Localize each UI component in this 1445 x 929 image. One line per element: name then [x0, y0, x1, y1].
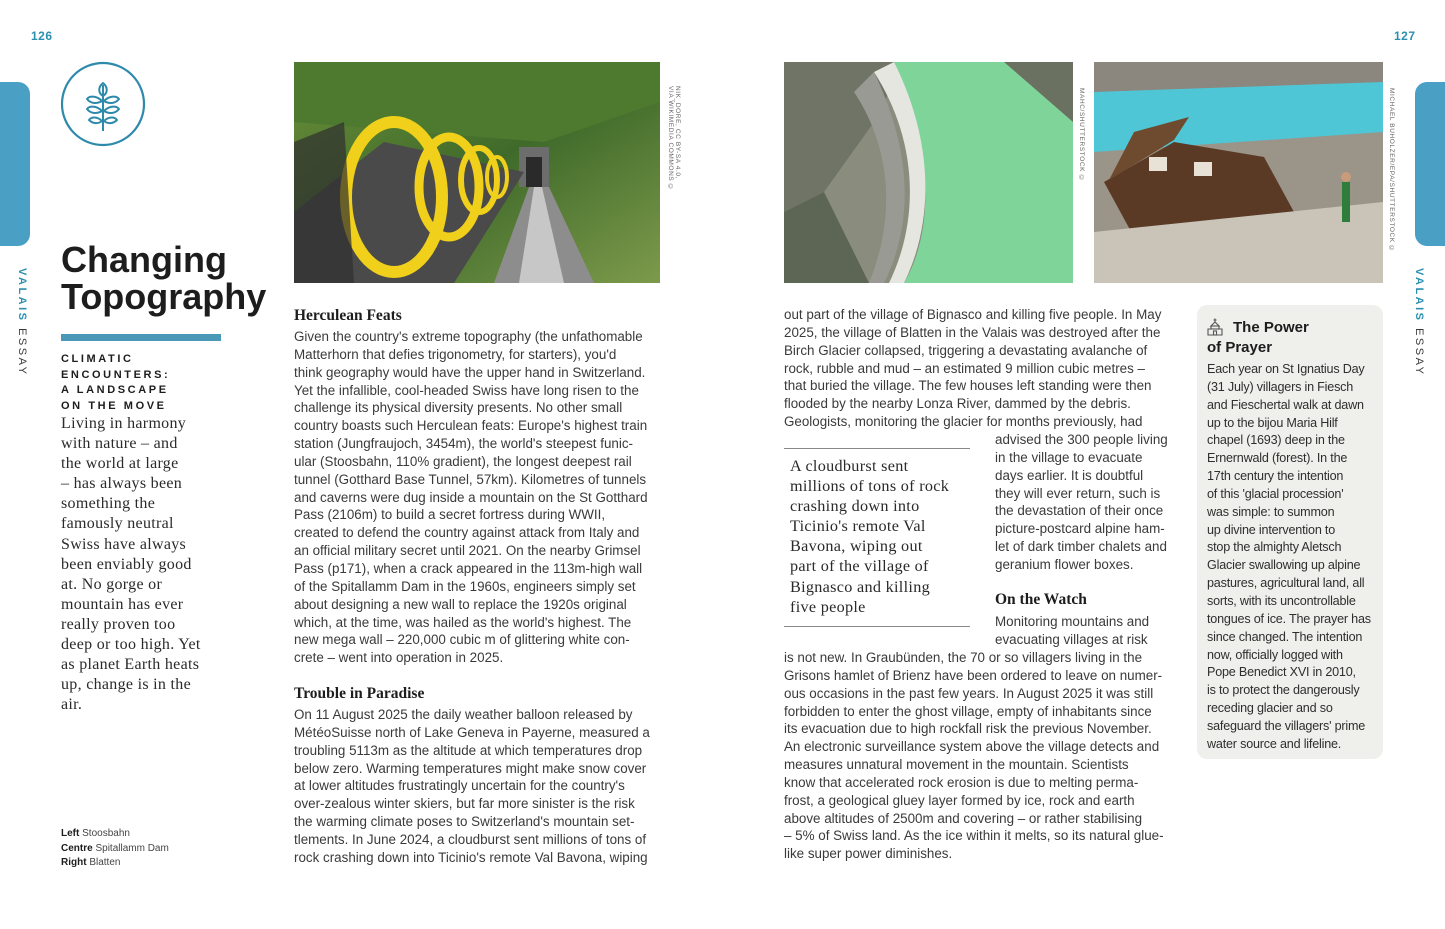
sidebar-title: The Power of Prayer — [1207, 319, 1309, 356]
caption-left: Left Stoosbahn — [61, 828, 130, 839]
leaf-sprig-icon — [60, 61, 146, 147]
section-herculean-feats: Herculean Feats Given the country's extreme topography (the unfathomable Matterhorn that defies trigonometry, for starters), you'd think geography would have the upper hand in Switzerland. Yet the infallible, cool-headed Swiss have long risen to the challenge its physical diversity presents. No other small country boasts such Herculean feats: Europe's highest train station (Jungfraujoch, 3454m), the world's steepest funic- ular (Stoosbahn, 110% gradient), the longest deepest rail tunnel (Gotthard Base Tunnel, 57km). Kilometres of tunnels and caverns were dug inside a mountain on the St Gotthard Pass (2106m) to build a secret fortress during WWII, created to defend the country against attack from Italy and an official military secret until 2021. On the nearby Grimsel Pass (p171), when a crack appeared in the 113m-high wall of the Spitallamm Dam in the 1960s, engineers simply set about designing a new wall to replace the 1920s original which, at the time, was hailed as the world's highest. The new mega wall – 220,000 cubic m of glittering white con- crete – went into operation in 2025. — [294, 306, 664, 667]
section-trouble-in-paradise: Trouble in Paradise On 11 August 2025 the daily weather balloon released by MétéoSuisse north of Lake Geneva in Payerne, measured a troubling 5113m as the altitude at which temperatures drop below zero. Warming temperatures might make snow cover at lower altitudes frustratingly uncertain for the country's over-zealous winter skiers, but far more sinister is the risk the warming climate poses to Switzerland's mountain set- tlements. In June 2024, a cloudburst sent millions of tons of rock crashing down into Ticinio's remote Val Bavona, wiping — [294, 684, 664, 867]
article-title: Changing Topography — [61, 239, 267, 317]
caption-right: Right Blatten — [61, 857, 121, 868]
photo-blatten — [1094, 62, 1383, 283]
on-the-watch-wrap-text: Monitoring mountains and evacuating villages at risk — [995, 614, 1150, 647]
heading-trouble-in-paradise: Trouble in Paradise — [294, 685, 425, 702]
right-column-wrap-text: advised the 300 people living in the village to evacuate days earlier. It is doubtful they will ever return, such is the devastation of their once picture-postcard alpine ham- let of dark timber chalets and geranium flower boxes. — [995, 432, 1168, 572]
pull-quote-rule-top — [784, 448, 970, 449]
photo-captions — [61, 827, 261, 871]
kicker: CLIMATIC ENCOUNTERS: A LANDSCAPE ON THE MOVE — [61, 353, 171, 412]
right-thumb-tab — [1415, 82, 1445, 246]
caption-centre: Centre Spitallamm Dam — [61, 842, 169, 854]
sidebar-power-of-prayer — [1197, 305, 1383, 759]
left-page-number: 126 — [31, 29, 53, 43]
left-thumb-tab — [0, 82, 30, 246]
sidebar-text: Each year on St Ignatius Day (31 July) villagers in Fiesch and Fieschertal walk at dawn up to the bijou Maria Hilf chapel (1693) deep in the Ernernwald (forest). In the 17th century the intention of this 'glacial procession' was simple: to summon up divine intervention to stop the almighty Aletsch Glacier swallowing up alpine pastures, agricultural land, all sorts, with its uncontrollable tongues of ice. The prayer has since changed. The intention now, officially logged with Pope Benedict XVI in 2010, is to protect the dangerously receding glacier and so safeguard the villagers' prime water source and lifeline. — [1207, 362, 1371, 751]
heading-on-the-watch: On the Watch — [995, 591, 1087, 608]
right-page-number: 127 — [1394, 29, 1416, 43]
photo-credit-centre: MAHC/SHUTTERSTOCK © — [1078, 88, 1085, 183]
right-column-top-text: out part of the village of Bignasco and killing five people. In May 2025, the village of Blatten in the Valais was destroyed after the Birch Glacier collapsed, triggering a devastating avalanche of rock, rubble and mud – an estimated 9 million cubic metres – that buried the village. The few houses left standing were then flooded by the nearby Lonza River, dammed by the debris. Geologists, monitoring the glacier for months previously, had — [784, 307, 1162, 430]
photo-stoosbahn — [294, 62, 660, 283]
photo-credit-left: NIK_DORE, CC BY-SA 4.0, VIA WIKIMEDIA COMMONS © — [667, 86, 681, 192]
photo-spitallamm-dam — [784, 62, 1073, 283]
right-side-label: VALAIS ESSAY — [1413, 268, 1425, 377]
heading-herculean-feats: Herculean Feats — [294, 307, 402, 324]
photo-credit-right: MICHAEL BUHOLZER/EPA/SHUTTERSTOCK © — [1388, 88, 1395, 253]
pull-quote-rule-bottom — [784, 626, 970, 627]
left-side-label: VALAIS ESSAY — [16, 268, 28, 377]
right-column-bottom-text: is not new. In Graubünden, the 70 or so villagers living in the Grisons hamlet of Brienz have been ordered to leave on numer- ous occasions in the past few years. In August 2025 it was still forbidden to enter the ghost village, empty of inhabitants since its evacuation due to high rockfall risk the previous November. An electronic surveillance system above the village detects and measures unnatural movement in the mountain. Scientists know that accelerated rock erosion is due to melting perma- frost, a geological gluey layer formed by ice, rock and earth above altitudes of 2500m and covering – or rather stabilising – 5% of Swiss land. As the ice within it melts, so its natural glue- like super power diminishes. — [784, 650, 1164, 862]
pull-quote: A cloudburst sent millions of tons of rock crashing down into Ticinio's remote Val Bavona, wiping out part of the village of Bignasco and killing five people — [790, 457, 950, 616]
title-rule — [61, 334, 221, 341]
intro-text: Living in harmony with nature – and the world at large – has always been something the famously neutral Swiss have always been enviably good at. No gorge or mountain has ever really proven too deep or too high. Yet as planet Earth heats up, change is in the air. — [61, 415, 201, 714]
